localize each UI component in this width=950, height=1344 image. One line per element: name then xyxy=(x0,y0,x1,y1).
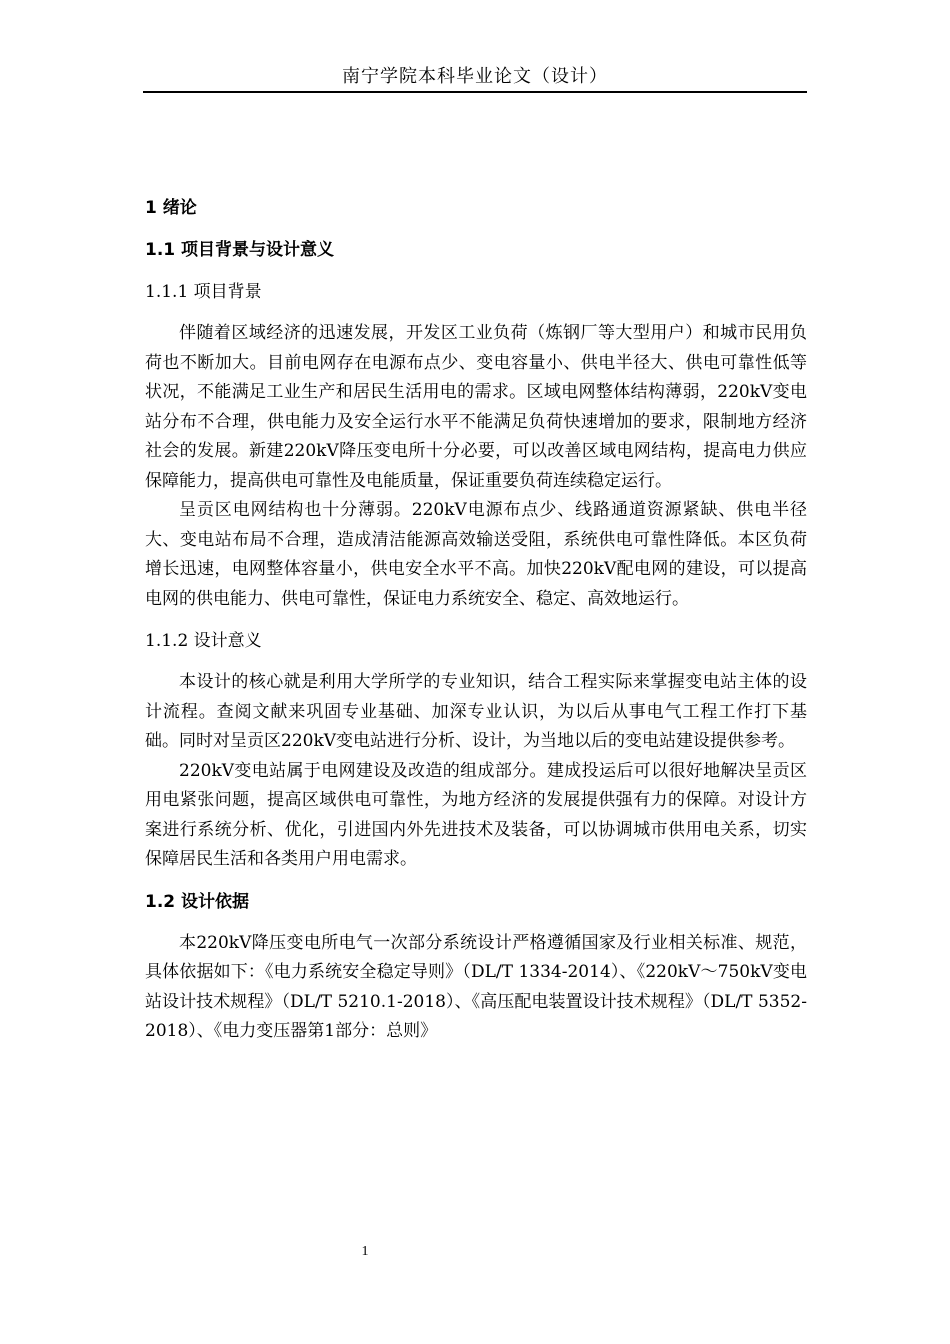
subsection-heading-1-1-2: 1.1.2 设计意义 xyxy=(145,631,262,651)
paragraph-design-basis: 本220kV降压变电所电气一次部分系统设计严格遵循国家及行业相关标准、规范，具体依据如下：《电力系统安全稳定导则》（DL/T 1334-2014）、《220kV～750kV变电站设计技术规程》（DL/T 5210.1-2018）、《高压配电装置设计技术规程》（DL/T 5352-2018）、《电力变压器第1部分：总则》 xyxy=(145,932,807,1041)
page-header: 南宁学院本科毕业论文（设计） xyxy=(342,66,608,87)
paragraph-background-1: 伴随着区域经济的迅速发展，开发区工业负荷（炼钢厂等大型用户）和城市民用负荷也不断加大。目前电网存在电源布点少、变电容量小、供电半径大、供电可靠性低等状况，不能满足工业生产和居民生活用电的需求。区域电网整体结构薄弱，220kV变电站分布不合理，供电能力及安全运行水平不能满足负荷快速增加的要求，限制地方经济社会的发展。新建220kV降压变电所十分必要，可以改善区域电网结构，提高电力供应保障能力，提高供电可靠性及电能质量，保证重要负荷连续稳定运行。 xyxy=(145,323,807,491)
header-rule xyxy=(143,91,807,93)
paragraph-background-2: 呈贡区电网结构也十分薄弱。220kV电源布点少、线路通道资源紧缺、供电半径大、变电站布局不合理，造成清洁能源高效输送受阻，系统供电可靠性降低。本区负荷增长迅速，电网整体容量小，供电安全水平不高。加快220kV配电网的建设，可以提高电网的供电能力、供电可靠性，保证电力系统安全、稳定、高效地运行。 xyxy=(145,500,807,609)
chapter-heading: 1 绪论 xyxy=(145,198,197,218)
section-heading-1-2: 1.2 设计依据 xyxy=(145,891,250,912)
paragraph-significance-1: 本设计的核心就是利用大学所学的专业知识，结合工程实际来掌握变电站主体的设计流程。查阅文献来巩固专业基础、加深专业认识，为以后从事电气工程工作打下基础。同时对呈贡区220kV变电站进行分析、设计，为当地以后的变电站建设提供参考。 xyxy=(145,672,807,751)
section-heading-1-1: 1.1 项目背景与设计意义 xyxy=(145,240,335,260)
document-body xyxy=(145,193,807,1047)
page-number: 1 xyxy=(361,1244,369,1259)
paragraph-significance-2: 220kV变电站属于电网建设及改造的组成部分。建成投运后可以很好地解决呈贡区用电紧张问题，提高区域供电可靠性，为地方经济的发展提供强有力的保障。对设计方案进行系统分析、优化，引进国内外先进技术及装备，可以协调城市供用电关系，切实保障居民生活和各类用户用电需求。 xyxy=(145,760,807,869)
subsection-heading-1-1-1: 1.1.1 项目背景 xyxy=(145,282,262,302)
